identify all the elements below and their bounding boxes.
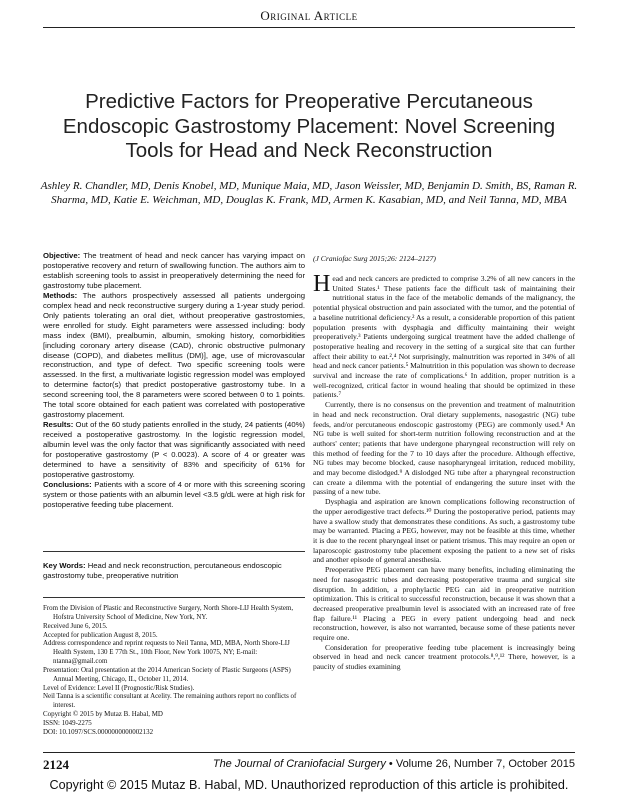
keywords-label: Key Words: xyxy=(43,561,86,570)
copyright-watermark: Copyright © 2015 Mutaz B. Habal, MD. Unauthorized reproduction of this article is prohibited. xyxy=(49,778,569,792)
citation xyxy=(313,254,575,263)
body-text xyxy=(313,271,575,672)
methods-label: Methods: xyxy=(43,290,78,300)
received-date: Received June 6, 2015. xyxy=(43,621,108,630)
body-paragraph: Preoperative PEG placement can have many benefits, including eliminating the need for nasogastric tubes and decreasing postoperative trauma and surgical site disruption. In addition, a prophylactic PEG can aid in preoperative nutrition optimization. This is critical to successful reconstruction, because it was shown that a decreased preoperative prealbumin level is associated with an increased rate of free flap failure.¹¹ Placing a PEG in every patient undergoing head and neck reconstruction, however, is also not warranted, because some of these patients never require one. xyxy=(313,565,575,643)
keywords xyxy=(43,561,305,581)
methods-text: The authors prospectively assessed all patients undergoing complex head and neck reconstructive surgery during a 1-year study period. Only patients tolerating an oral diet, without preoperative gastrostomies, were enrolled for study. Eight parameters were assessed including: body mass index (BMI), prealbumin, albumin, smoking history, comorbidities [including coronary artery disease (CAD), chronic obstructive pulmonary disease (COPD), and diabetes mellitus (DM)], age, use of microvascular reconstruction, and type of defect. Two specific screening tools were assessed. In the first, a multivariate logistic regression model was employed to determine factor(s) that predict postoperative gastrostomy tube. In a second screening tool, the 8 parameters were scored between 0 to 1 points. The total score obtained for each patient was correlated with postoperative gastrostomy placement. xyxy=(43,290,305,420)
conclusions-text: Patients with a score of 4 or more with this screening scoring system or those patients with an albumin level <3.5 g/dL were at high risk for postoperative feeding tube placement. xyxy=(43,479,305,509)
drop-cap: H xyxy=(313,271,331,297)
article-title: Predictive Factors for Preoperative Percutaneous Endoscopic Gastrostomy Placement: Novel Screening Tools for Head and Neck Reconstruction xyxy=(62,90,556,162)
abstract-conclusions xyxy=(43,480,305,510)
correspondence: Address correspondence and reprint requests to Neil Tanna, MD, MBA, North Shore-LIJ Health System, 130 E 77th St., 10th Floor, New York 10075, NY; E-mail: ntanna@gmail.com xyxy=(43,639,290,666)
affiliations xyxy=(43,604,305,737)
objective-label: Objective: xyxy=(43,251,81,260)
body-paragraph: Dysphagia and aspiration are known complications following reconstruction of the upper aerodigestive tract defects.¹⁰ During the postoperative period, patients may have a swallow study that demonstrates these conditions. As such, a gastrostomy tube may be warranted. Placing a PEG, however, may not be feasible at this time, whether it is due to the recent pharyngeal inset or patient trismus. This may require an open or laparoscopic gastrostomy tube placement exposing the patient to a new set of risks and another episode of general anesthesia. xyxy=(313,497,575,565)
abstract-methods xyxy=(43,291,305,420)
header-rule xyxy=(43,27,575,28)
abstract-objective xyxy=(43,251,305,291)
affiliation-line: From the Division of Plastic and Reconstructive Surgery, North Shore-LIJ Health System, Hofstra University School of Medicine, New York, NY. xyxy=(43,604,294,621)
paragraph-text: ead and neck cancers are predicted to comprise 3.2% of all new cancers in the United States.¹ These patients face the difficult task of maintaining their nutritional status in the face of the metabolic demands of the malignancy, the potential physical obstruction and pain associated with the tumor, and the potential of a baseline nutritional deficiency.² As a result, a considerable proportion of this patient population presents with dysphagia and difficulty maintaining their weight preoperatively.³ Patients undergoing surgical treatment have the added challenge of postoperative healing and recovery in the setting of a surgical site that can further affect their ability to eat.²,⁴ Not surprisingly, malnutrition was reported in 34% of all head and neck cancer patients.⁵ Malnutrition in this population was shown to decrease survival and increase the rate of complications.⁶ In addition, proper nutrition is a well-recognized, critical factor in wound healing that should be optimized in these patients.⁷ xyxy=(313,274,575,400)
objective-text: The treatment of head and neck cancer has varying impact on postoperative recovery and return of swallowing function. The authors aim to establish screening tools to assist in preoperatively determining the need for gastrostomy tube placement. xyxy=(43,251,305,290)
footer-rule xyxy=(43,752,575,753)
page-number: 2124 xyxy=(43,757,69,772)
body-paragraph: Consideration for preoperative feeding tube placement is increasingly being observed in head and neck cancer treatment protocols.⁸,⁹,¹² There, however, is a paucity of studies examining xyxy=(313,642,575,672)
results-label: Results: xyxy=(43,420,74,430)
presentation-note: Presentation: Oral presentation at the 2014 American Society of Plastic Surgeons (ASPS) Annual Meeting, Chicago, IL, October 11, 2014. xyxy=(43,665,291,683)
body-paragraph: Currently, there is no consensus on the prevention and treatment of malnutrition in head and neck reconstruction. Oral dietary supplements, nasogastric (NG) tube feeds, and/or percutaneous endoscopic gastrostomy (PEG) are commonly used.⁸ An NG tube is well suited for short-term nutrition following reconstruction and at the authors' center; patients that have undergone pharyngeal reconstruction will rely on this method of feeding for the 7 to 10 days after the procedure. Although effective, NG tubes may become blocked, cause nasopharyngeal irritation, reduced mobility, and may become dislodged.⁹ A dislodged NG tube after a pharyngeal reconstruction can create a dilemma with the potential of endangering the suture inset with the passing of a new tube. xyxy=(313,400,575,497)
conclusions-label: Conclusions: xyxy=(43,479,92,489)
journal-info xyxy=(213,758,575,770)
section-header: Original Article xyxy=(260,8,358,23)
conflict-statement: Neil Tanna is a scientific consultant at Acelity. The remaining authors report no conflicts of interest. xyxy=(43,692,297,710)
accepted-date: Accepted for publication August 8, 2015. xyxy=(43,630,158,639)
issue-info: • Volume 26, Number 7, October 2015 xyxy=(385,758,575,770)
author-list: Ashley R. Chandler, MD, Denis Knobel, MD, Munique Maia, MD, Jason Weissler, MD, Benjamin D. Smith, BS, Raman R. Sharma, MD, Katie E. Weichman, MD, Douglas K. Frank, MD, Armen K. Kasabian, MD, and Neil Tanna, MD, MBA xyxy=(40,180,578,206)
journal-name: The Journal of Craniofacial Surgery xyxy=(212,758,386,770)
abstract-bottom-rule xyxy=(43,551,305,552)
keywords-text: Head and neck reconstruction, percutaneous endoscopic gastrostomy tube, preoperative nutrition xyxy=(43,561,282,580)
evidence-level: Level of Evidence: Level II (Prognostic/Risk Studies). xyxy=(43,683,195,692)
abstract xyxy=(43,251,305,510)
issn-line: ISSN: 1049-2275 xyxy=(43,718,92,727)
keywords-bottom-rule xyxy=(43,597,305,598)
results-text: Out of the 60 study patients enrolled in the study, 24 patients (40%) received a postoperative gastrostomy. In the logistic regression model, albumin level was the only factor that was significantly associated with need for postoperative gastrostomy (P < 0.0023). A score of 4 or greater was determined to have a sensitivity of 83% and specificity of 61% for postoperative gastrostomy. xyxy=(43,420,305,479)
abstract-results xyxy=(43,420,305,480)
citation-text: (J Craniofac Surg 2015;26: 2124–2127) xyxy=(313,254,436,263)
doi-line: DOI: 10.1097/SCS.0000000000002132 xyxy=(43,727,154,736)
copyright-line: Copyright © 2015 by Mutaz B. Habal, MD xyxy=(43,710,163,719)
body-paragraph xyxy=(313,271,575,400)
